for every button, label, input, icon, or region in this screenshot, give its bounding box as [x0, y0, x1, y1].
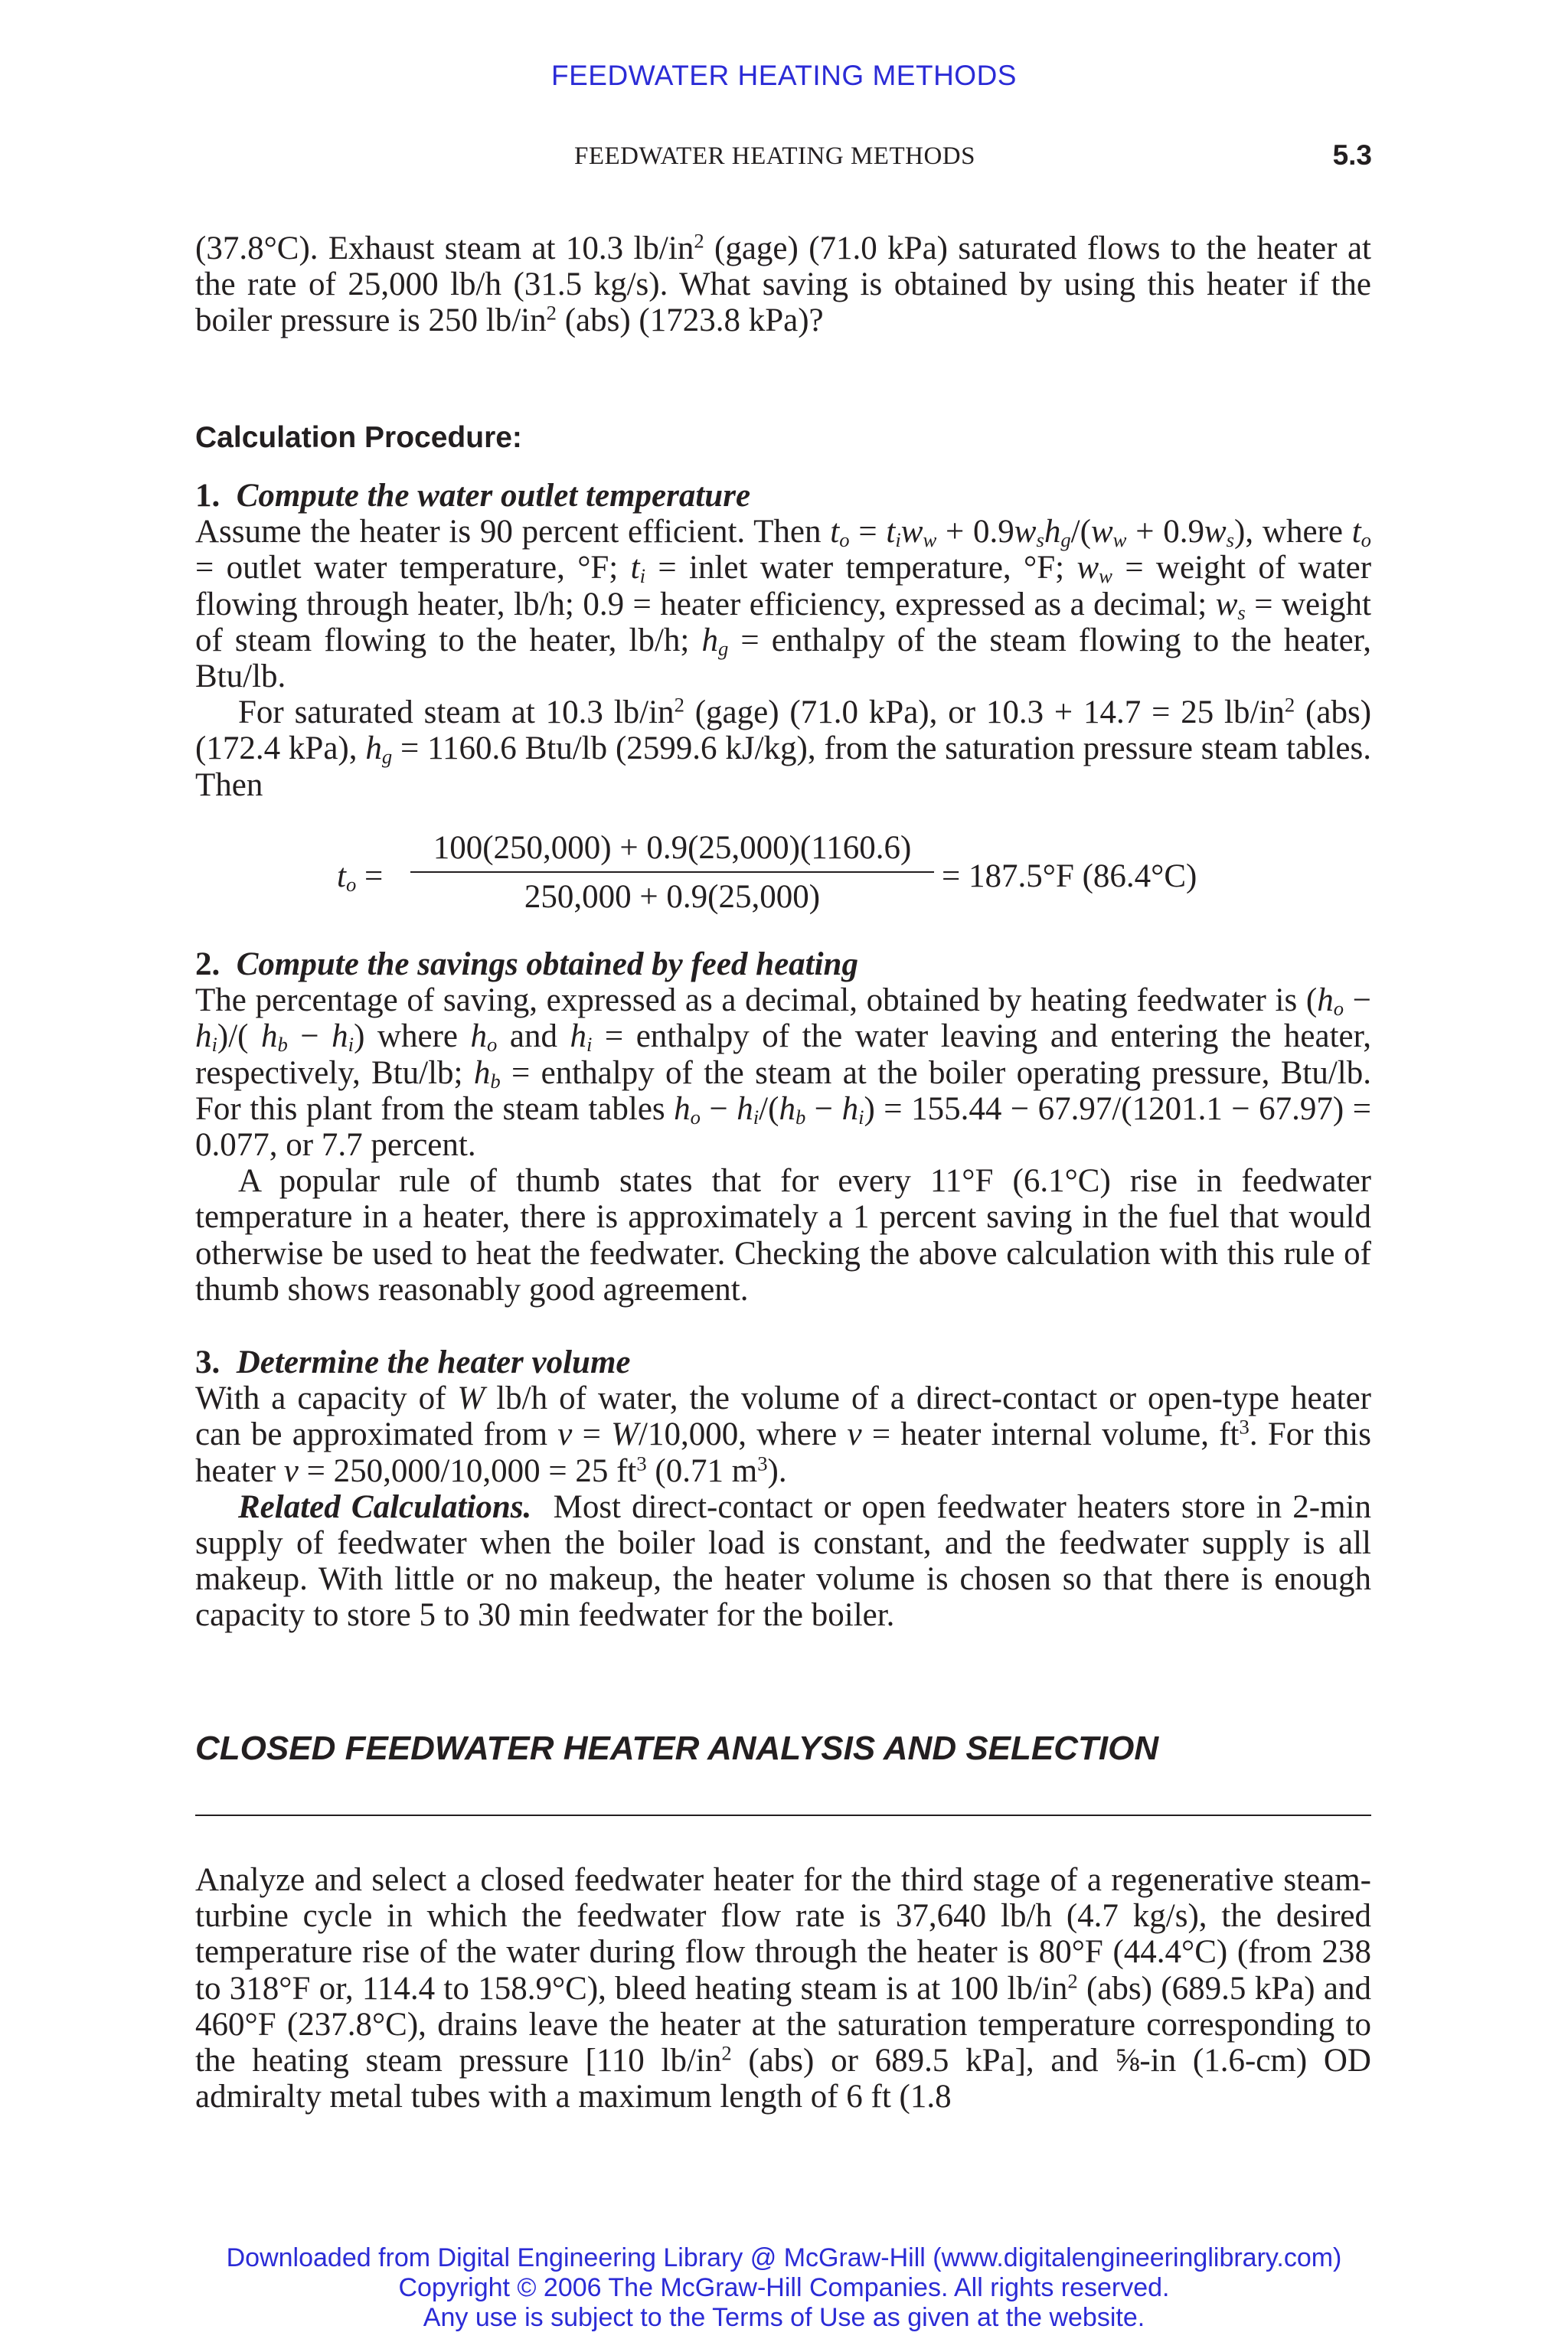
step-1-block — [195, 478, 1371, 803]
fraction-bar — [410, 871, 934, 873]
section-divider — [195, 1815, 1371, 1816]
intro-block — [195, 230, 1371, 339]
section-paragraph: Analyze and select a closed feedwater heater for the third stage of a regenerative steam-turbine cycle in which the feedwater flow rate is 37,640 lb/h (4.7 kg/s), the desired temperature rise of the water during flow through the heater is 80°F (44.4°C) (from 238 to 318°F or, 114.4 to 158.9°C), bleed heating steam is at 100 $lb/in^2$ (abs) (689.5 kPa) and 460°F (237.8°C), drains leave the heater at the saturation temperature corresponding to the heating steam pressure [110 $lb/in^2$ (abs) or 689.5 kPa], and ⅝-in (1.6-cm) OD admiralty metal tubes with a maximum length of 6 ft (1.8 — [195, 1862, 1371, 2115]
step-2-title: 2. Compute the savings obtained by feed heating — [195, 946, 858, 982]
step-3-paragraph-1: With a capacity of W lb/h of water, the volume of a direct-contact or open-type heater can be approximated from v = W/10,000, where v = heater internal volume, $ft^3$. For this heater v = 250,000/10,000 = 25 $ft^3$ (0.71 $m^3$). — [195, 1380, 1372, 1489]
equation-result: = 187.5°F (86.4°C) — [942, 858, 1197, 894]
equation-fraction — [410, 828, 934, 917]
step-1-paragraph-1: Assume the heater is 90 percent efficient. Then $t_o = t_iw_w + 0.9w_sh_g/(w_w + 0.9w_s)$, where $t_o$ = outlet water temperature, °F; $t_i$ = inlet water temperature, °F; $w_w$ = weight of water flowing through heater, lb/h; 0.9 = heater efficiency, expressed as a decimal; $w_s$ = weight of steam flowing to the heater, lb/h; $h_g$ = enthalpy of the steam flowing to the heater, Btu/lb. — [195, 514, 1372, 695]
section-title: CLOSED FEEDWATER HEATER ANALYSIS AND SELECTION — [195, 1730, 1159, 1767]
equation-numerator: 100(250,000) + 0.9(25,000)(1160.6) — [433, 830, 912, 866]
step-3-block — [195, 1344, 1371, 1634]
section-block — [195, 1862, 1371, 2115]
footer-download-link[interactable]: Downloaded from Digital Engineering Library @ McGraw-Hill (www.digitalengineeringlibrary.com) — [226, 2243, 1342, 2272]
step-2-paragraph-1: The percentage of saving, expressed as a decimal, obtained by heating feedwater is $(h_o - h_i)/$( $h_b - h_i$) where $h_o$ and $h_i$ = enthalpy of the water leaving and entering the heater, respectively, Btu/lb; $h_b$ = enthalpy of the steam at the boiler operating pressure, Btu/lb. For this plant from the steam tables $h_o - h_i/(h_b - h_i) = 155.44 - 67.97/(1201.1 - 67.97) = 0.077$, or 7.7 percent. — [195, 982, 1371, 1164]
top-link-title[interactable]: FEEDWATER HEATING METHODS — [551, 60, 1017, 91]
intro-paragraph: (37.8°C). Exhaust steam at 10.3 $lb/in^2$ (gage) (71.0 kPa) saturated flows to the heater at the rate of 25,000 lb/h (31.5 kg/s). What saving is obtained by using this heater if the boiler pressure is 250 $lb/in^2$ (abs) (1723.8 kPa)? — [195, 229, 1371, 339]
step-2-block — [195, 946, 1371, 1308]
running-head: FEEDWATER HEATING METHODS — [574, 142, 975, 170]
step-1-paragraph-2: For saturated steam at 10.3 $lb/in^2$ (gage) (71.0 kPa), or 10.3 + 14.7 = 25 $lb/in^2$ (abs) (172.4 kPa), $h_g = 1160.6$ Btu/lb (2599.6 kJ/kg), from the saturation pressure steam tables. Then — [195, 693, 1372, 803]
outlet-temperature-equation — [337, 828, 1256, 920]
footer-copyright: Copyright © 2006 The McGraw-Hill Companies. All rights reserved. — [398, 2273, 1170, 2302]
equation-lhs: $t_o$ = — [337, 858, 384, 896]
equation-denominator: 250,000 + 0.9(25,000) — [524, 879, 821, 915]
step-2-paragraph-2: A popular rule of thumb states that for every 11°F (6.1°C) rise in feedwater temperature in a heater, there is approximately a 1 percent saving in the fuel that would otherwise be used to heat the feedwater. Checking the above calculation with this rule of thumb shows reasonably good agreement. — [195, 1163, 1371, 1308]
step-3-title: 3. Determine the heater volume — [195, 1344, 631, 1380]
page-number: 5.3 — [1332, 139, 1372, 171]
related-calculations-paragraph: Related Calculations. Most direct-contact or open feedwater heaters store in 2-min supply of feedwater when the boiler load is constant, and the feedwater supply is all makeup. With little or no makeup, the heater volume is chosen so that there is enough capacity to store 5 to 30 min feedwater for the boiler. — [195, 1488, 1371, 1634]
footer-terms-link[interactable]: Any use is subject to the Terms of Use as given at the website. — [423, 2303, 1145, 2332]
step-1-title: 1. Compute the water outlet temperature — [195, 478, 751, 514]
footer — [0, 2243, 1568, 2333]
calculation-procedure-heading: Calculation Procedure: — [195, 421, 522, 454]
